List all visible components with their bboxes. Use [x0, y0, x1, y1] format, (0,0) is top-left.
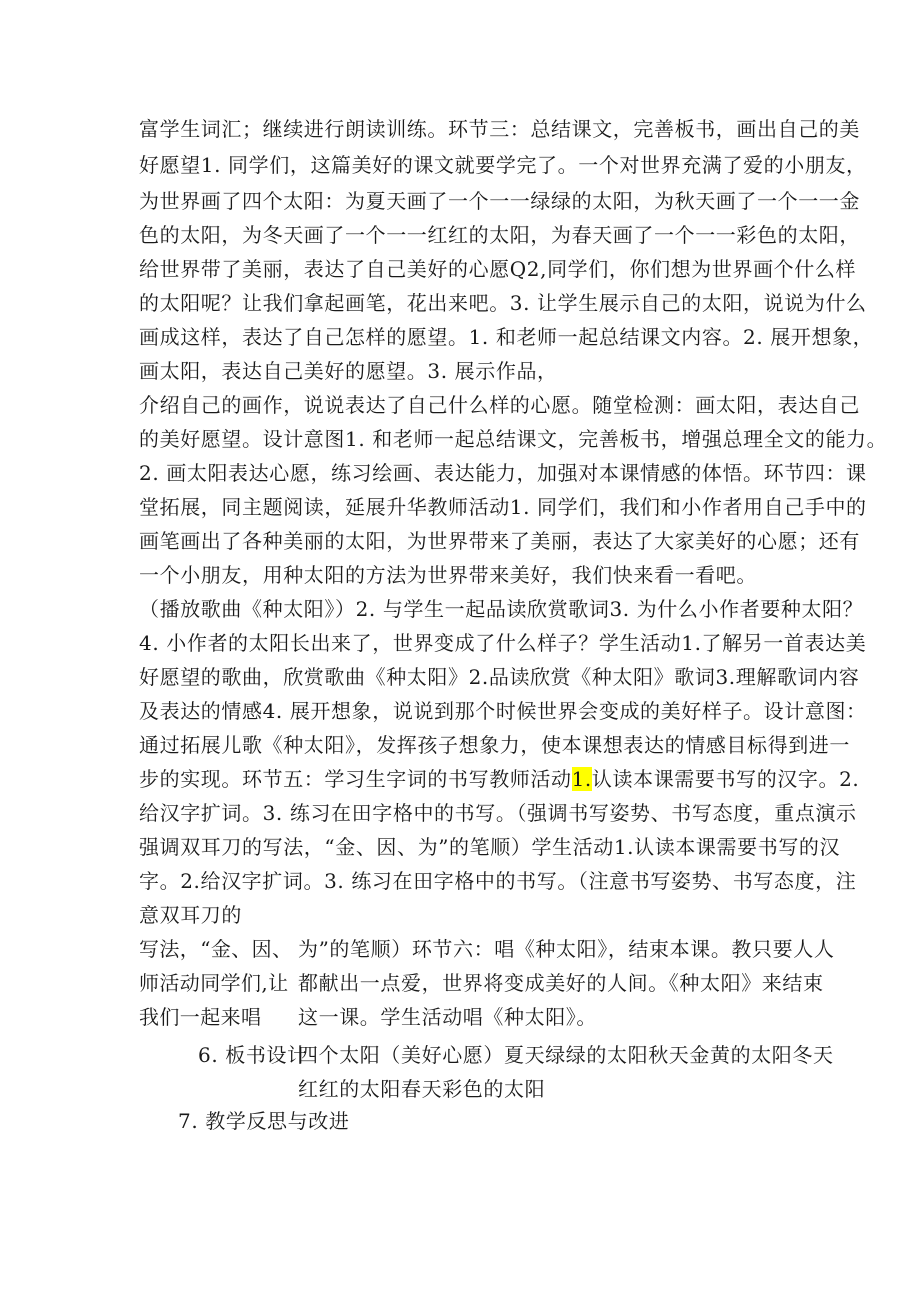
- text-line: 富学生词汇；继续进行朗读训练。环节三：总结课文，完善板书，画出自己的美: [139, 117, 860, 141]
- text-segment: 步的实现。环节五：学习生字词的书写教师活动: [139, 767, 572, 791]
- text-line: 介绍自己的画作，说说表达了自己什么样的心愿。随堂检测：画太阳，表达自己: [139, 393, 860, 417]
- text-line: 给汉字扩词。3. 练习在田字格中的书写。（强调书写姿势、书写态度，重点演示: [139, 801, 857, 825]
- board-design-line: 红红的太阳春天彩色的太阳: [298, 1077, 546, 1101]
- text-line: 字。2.给汉字扩词。3. 练习在田字格中的书写。（注意书写姿势、书写态度，注: [139, 869, 857, 893]
- section-6-label: 6. 板书设计: [198, 1043, 308, 1067]
- left-column-line: 我们一起来唱: [139, 1005, 262, 1029]
- text-line: 一个小朋友，用种太阳的方法为世界带来美好，我们快来看一看吧。: [139, 563, 757, 587]
- highlighted-text: 1.: [571, 767, 592, 791]
- text-line: 画太阳，表达自己美好的愿望。3. 展示作品，: [139, 359, 558, 383]
- text-line: 色的太阳，为冬天画了一个一一红红的太阳，为春天画了一个一一彩色的太阳，: [139, 223, 860, 247]
- text-segment: 认读本课需要书写的汉字。2.: [591, 767, 860, 791]
- text-line: 通过拓展儿歌《种太阳》，发挥孩子想象力，使本课想表达的情感目标得到进一: [139, 733, 850, 757]
- text-line: 给世界带了美丽，表达了自己美好的心愿Q2,同学们，你们想为世界画个什么样: [139, 257, 857, 281]
- right-column-line: 都献出一点爱，世界将变成美好的人间。《种太阳》来结束: [298, 971, 824, 995]
- text-line-highlighted: [139, 764, 860, 794]
- right-column-line: 这一课。学生活动唱《种太阳》。: [298, 1005, 597, 1029]
- text-line: 4. 小作者的太阳长出来了，世界变成了什么样子？学生活动1.了解另一首表达美: [139, 631, 867, 655]
- text-line: 好愿望1. 同学们，这篇美好的课文就要学完了。一个对世界充满了爱的小朋友，: [139, 153, 867, 177]
- text-line: 意双耳刀的: [139, 903, 242, 927]
- text-line: 及表达的情感4. 展开想象，说说到那个时候世界会变成的美好样子。设计意图：: [139, 699, 867, 723]
- board-design-line: 四个太阳（美好心愿）夏天绿绿的太阳秋天金黄的太阳冬天: [298, 1043, 834, 1067]
- text-line: （播放歌曲《种太阳》）2. 与学生一起品读欣赏歌词3. 为什么小作者要种太阳？: [139, 597, 864, 621]
- text-line: 堂拓展，同主题阅读，延展升华教师活动1. 同学们，我们和小作者用自己手中的: [139, 495, 867, 519]
- right-column-line: 为”的笔顺）环节六：唱《种太阳》，结束本课。教只要人人: [298, 937, 835, 961]
- left-column-line: 师活动同学们,让: [139, 971, 289, 995]
- text-line: 为世界画了四个太阳：为夏天画了一个一一绿绿的太阳，为秋天画了一个一一金: [139, 189, 860, 213]
- text-line: 好愿望的歌曲，欣赏歌曲《种太阳》2.品读欣赏《种太阳》歌词3.理解歌词内容: [139, 665, 860, 689]
- text-line: 的美好愿望。设计意图1. 和老师一起总结课文，完善板书，增强总理全文的能力。: [139, 427, 888, 451]
- left-column-line: 写法，“金、因、: [139, 937, 293, 961]
- text-line: 强调双耳刀的写法，“金、因、为”的笔顺）学生活动1.认读本课需要书写的汉: [139, 835, 841, 859]
- text-line: 的太阳呢？让我们拿起画笔，花出来吧。3. 让学生展示自己的太阳，说说为什么: [139, 291, 867, 315]
- text-line: 画成这样，表达了自己怎样的愿望。1. 和老师一起总结课文内容。2. 展开想象，: [139, 325, 874, 349]
- text-line: 画笔画出了各种美丽的太阳，为世界带来了美丽，表达了大家美好的心愿；还有: [139, 529, 860, 553]
- text-line: 2. 画太阳表达心愿，练习绘画、表达能力，加强对本课情感的体悟。环节四：课: [139, 461, 867, 485]
- section-7-label: 7. 教学反思与改进: [178, 1109, 350, 1133]
